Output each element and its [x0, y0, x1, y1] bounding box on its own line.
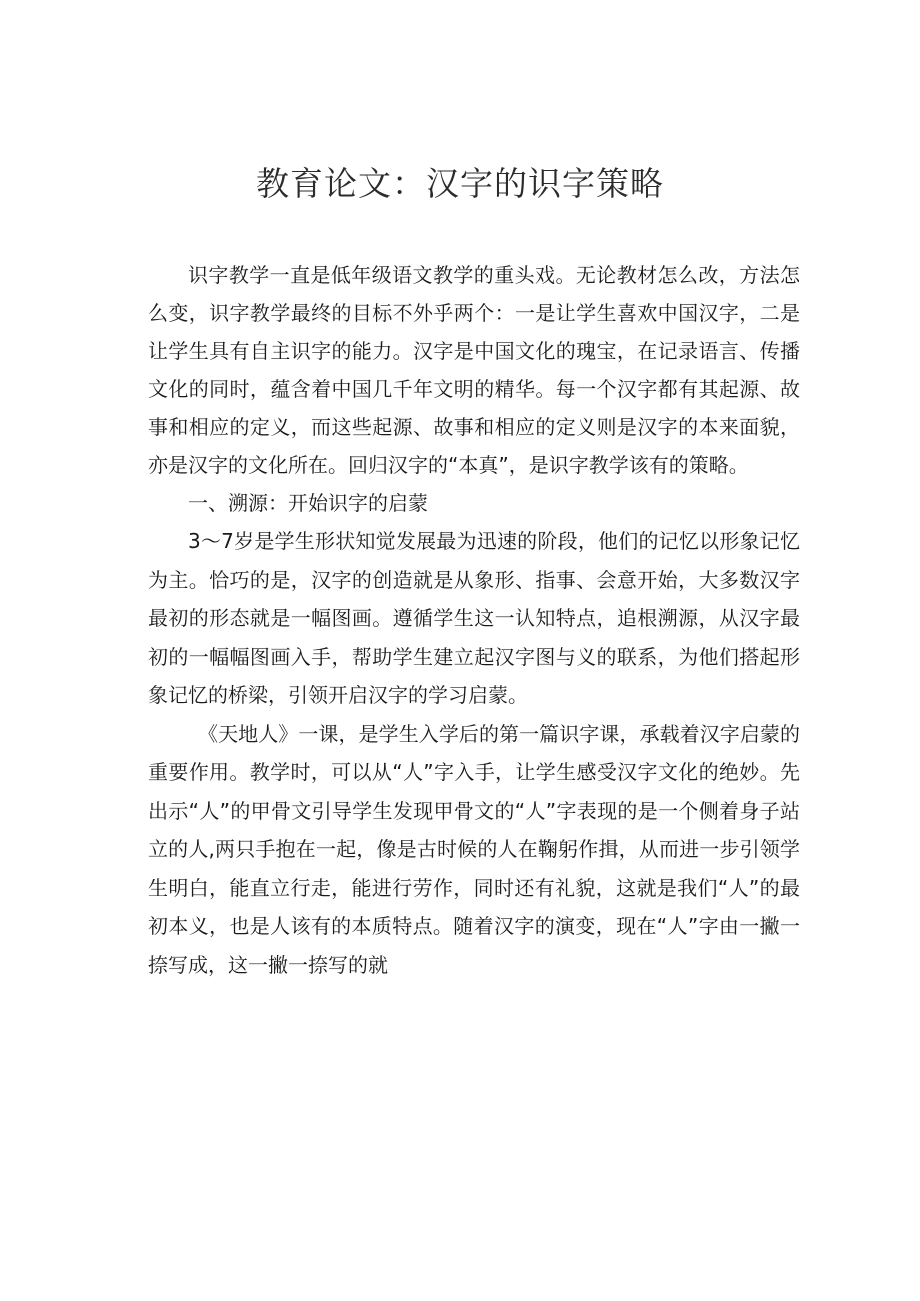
paragraph-intro: 识字教学一直是低年级语文教学的重头戏。无论教材怎么改，方法怎么变，识字教学最终的目标不外乎两个：一是让学生喜欢中国汉字，二是让学生具有自主识字的能力。汉字是中国文化的瑰宝，在记录语言、传播文化的同时，蕴含着中国几千年文明的精华。每一个汉字都有其起源、故事和相应的定义，而这些起源、故事和相应的定义则是汉字的本来面貌，亦是汉字的文化所在。回归汉字的“本真”，是识字教学该有的策略。 — [148, 263, 800, 477]
paragraph-origin: 3～7岁是学生形状知觉发展最为迅速的阶段，他们的记忆以形象记忆为主。恰巧的是，汉字的创造就是从象形、指事、会意开始，大多数汉字最初的形态就是一幅图画。遵循学生这一认知特点，追根溯源，从汉字最初的一幅幅图画入手，帮助学生建立起汉字图与义的联系，为他们搭起形象记忆的桥梁，引领开启汉字的学习启蒙。 — [148, 529, 800, 707]
document-body — [148, 256, 800, 984]
section-heading: 一、溯源：开始识字的启蒙 — [188, 491, 428, 515]
document-title: 教育论文：汉字的识字策略 — [256, 164, 664, 203]
paragraph-lesson: 《天地人》一课，是学生入学后的第一篇识字课，承载着汉字启蒙的重要作用。教学时，可以从“人”字入手，让学生感受汉字文化的绝妙。先出示“人”的甲骨文引导学生发现甲骨文的“人”字表现的是一个侧着身子站立的人,两只手抱在一起，像是古时候的人在鞠躬作揖，从而进一步引领学生明白，能直立行走，能进行劳作，同时还有礼貌，这就是我们“人”的最初本义，也是人该有的本质特点。随着汉字的演变，现在“人”字由一撇一捺写成，这一撇一捺写的就 — [148, 721, 800, 977]
